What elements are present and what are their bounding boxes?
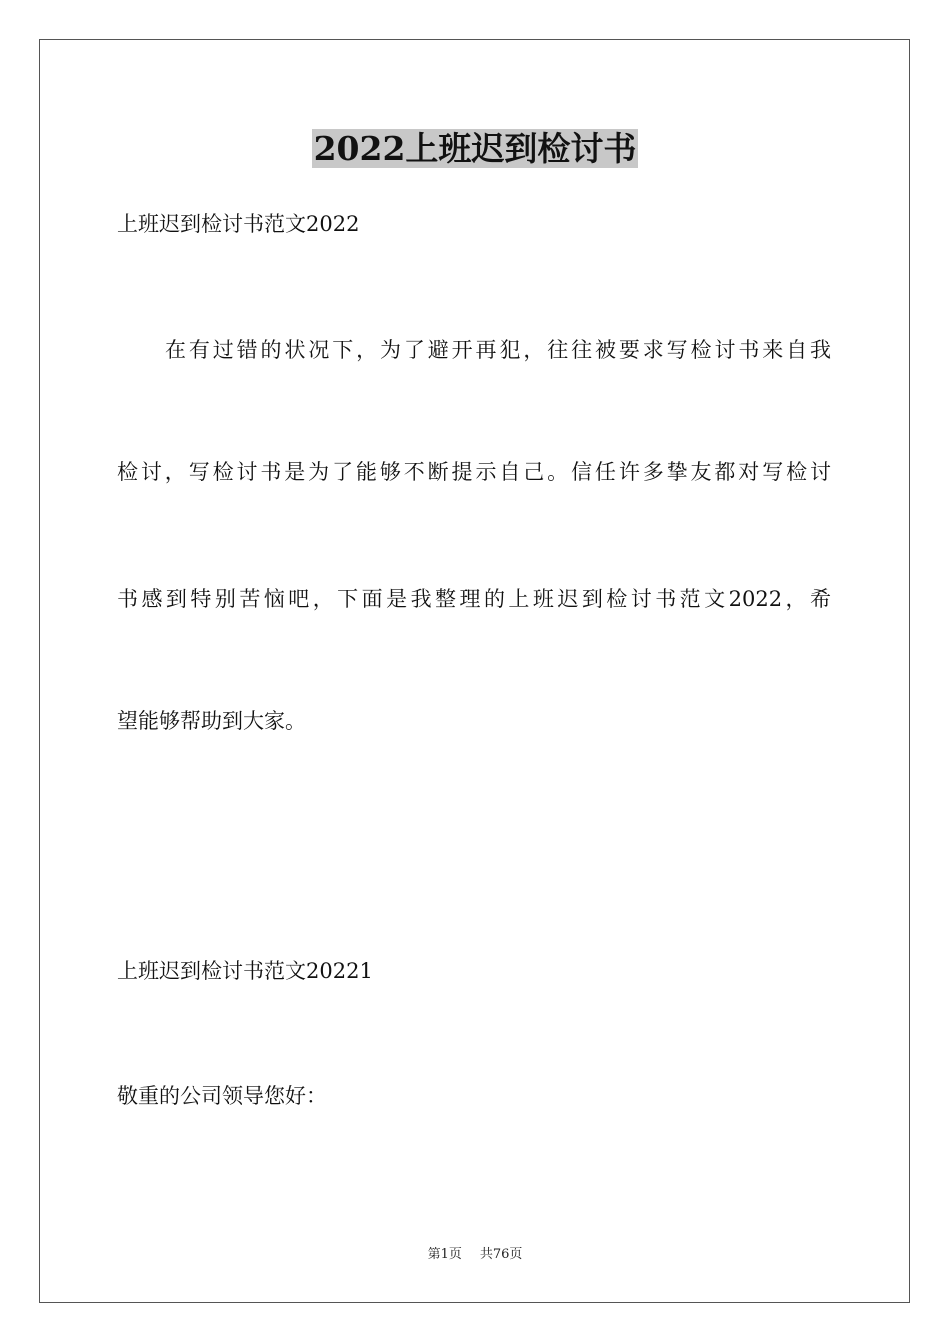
document-title <box>0 127 950 171</box>
page-total: 共76页 <box>479 1247 523 1262</box>
document-title-text: 2022上班迟到检讨书 <box>313 129 637 168</box>
intro-line-4: 望能够帮助到大家。 <box>117 709 306 733</box>
intro-line-2: 检讨，写检讨书是为了能够不断提示自己。信任许多挚友都对写检讨 <box>117 460 831 484</box>
intro-line-1: 在有过错的状况下，为了避开再犯，往往被要求写检讨书来自我 <box>165 338 831 362</box>
page-number: 第1页 <box>427 1247 462 1262</box>
intro-line-3: 书感到特别苦恼吧，下面是我整理的上班迟到检讨书范文2022，希 <box>117 587 831 611</box>
page-footer <box>0 1246 950 1264</box>
salutation: 敬重的公司领导您好： <box>117 1084 327 1108</box>
section-heading: 上班迟到检讨书范文20221 <box>117 959 373 983</box>
document-subtitle: 上班迟到检讨书范文2022 <box>117 212 360 236</box>
